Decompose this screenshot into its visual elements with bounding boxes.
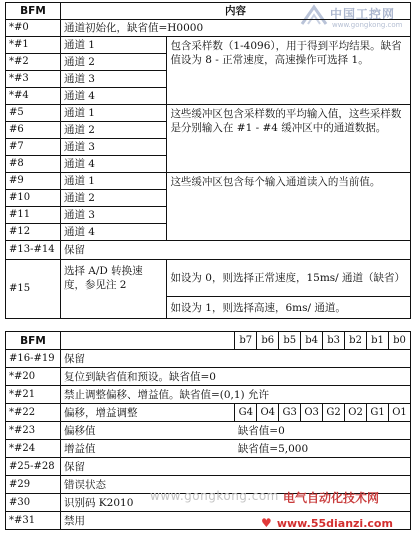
- channel-cell: 通道 4: [60, 88, 166, 105]
- bit-value: G3: [279, 404, 301, 422]
- channel-cell: 通道 3: [60, 207, 166, 224]
- bit-value: G1: [367, 404, 389, 422]
- channel-cell: 通道 2: [60, 190, 166, 207]
- bfm-cell: *#23: [6, 422, 61, 440]
- channel-cell: 通道 1: [60, 105, 166, 122]
- speed-option-high: 如设为 1，则选择高速，6ms/ 通道。: [167, 297, 411, 319]
- watermark-mid-url: www.gongkong.com: [150, 489, 279, 503]
- channel-cell: 通道 1: [60, 173, 166, 190]
- bit-header: b2: [345, 332, 367, 350]
- bit-header: b0: [388, 332, 410, 350]
- bfm-cell: #29: [6, 476, 61, 494]
- content-cell: 通道初始化，缺省值=H0000: [60, 20, 410, 37]
- watermark-brand: 电气自动化技术网: [283, 491, 380, 505]
- content-cell: 保留: [60, 458, 410, 476]
- channel-cell: 通道 3: [60, 71, 166, 88]
- bfm-cell: #9: [6, 173, 61, 190]
- bfm-cell: *#24: [6, 440, 61, 458]
- bfm-cell: #25-#28: [6, 458, 61, 476]
- bfm-cell: #12: [6, 224, 61, 241]
- bfm-cell: #8: [6, 156, 61, 173]
- bfm-cell: *#31: [6, 512, 61, 530]
- channel-cell: 通道 3: [60, 139, 166, 156]
- content-cell: 保留: [60, 350, 410, 368]
- bfm-cell: *#21: [6, 386, 61, 404]
- header-bfm: BFM: [6, 332, 61, 350]
- group-description: 这些缓冲区包含采样数的平均输入值，这些采样数是分别输入在 #1 - #4 缓冲区中的通道数据。: [167, 105, 411, 173]
- bit-value: O2: [345, 404, 367, 422]
- bit-header: b3: [323, 332, 345, 350]
- group-description: 这些缓冲区包含每个输入通道读入的当前值。: [167, 173, 411, 241]
- bit-value: O1: [388, 404, 410, 422]
- bit-value: O3: [301, 404, 323, 422]
- channel-cell: 通道 2: [60, 54, 166, 71]
- content-cell: 禁用: [60, 512, 410, 530]
- bfm-cell: *#20: [6, 368, 61, 386]
- bfm-table-1: [5, 2, 411, 319]
- bfm-cell: #11: [6, 207, 61, 224]
- default-value: 缺省值=5,000: [235, 440, 411, 458]
- bit-header: b7: [235, 332, 257, 350]
- logo-url: www.gongkong.com: [332, 21, 403, 29]
- bit-header: b5: [279, 332, 301, 350]
- content-cell: 保留: [60, 241, 410, 260]
- bfm-cell: *#22: [6, 404, 61, 422]
- bfm-cell: *#3: [6, 71, 61, 88]
- logo-text: 中国工控网: [330, 7, 396, 21]
- bit-value: O4: [257, 404, 279, 422]
- header-content: 内容: [60, 3, 410, 20]
- bfm-cell: #6: [6, 122, 61, 139]
- channel-cell: 通道 2: [60, 122, 166, 139]
- content-cell: 错误状态: [60, 476, 410, 494]
- bfm-cell: *#4: [6, 88, 61, 105]
- bfm-cell: #5: [6, 105, 61, 122]
- content-cell: 增益值: [60, 440, 234, 458]
- content-cell: 偏移，增益调整: [60, 404, 234, 422]
- content-cell: 禁止调整偏移、增益值。缺省值=(0,1) 允许: [60, 386, 410, 404]
- bfm-cell: #10: [6, 190, 61, 207]
- bfm-cell: #7: [6, 139, 61, 156]
- content-cell: 复位到缺省值和预设。缺省值=0: [60, 368, 410, 386]
- bfm-cell: *#1: [6, 37, 61, 54]
- bit-header: b6: [257, 332, 279, 350]
- heart-icon: ♥: [261, 516, 272, 530]
- channel-cell: 通道 4: [60, 156, 166, 173]
- bfm-cell: #30: [6, 494, 61, 512]
- bfm-cell: #13-#14: [6, 241, 61, 260]
- channel-cell: 通道 1: [60, 37, 166, 54]
- content-cell: 识别码 K2010: [60, 494, 410, 512]
- watermark-site-url: [261, 512, 393, 528]
- channel-cell: 通道 4: [60, 224, 166, 241]
- site-url-text: www.55dianzi.com: [276, 517, 393, 530]
- header-bfm: BFM: [6, 3, 61, 20]
- bit-header: b4: [301, 332, 323, 350]
- bit-value: G2: [323, 404, 345, 422]
- bit-header: b1: [367, 332, 389, 350]
- speed-select-label: 选择 A/D 转换速度，参见注 2: [60, 260, 166, 319]
- speed-option-normal: 如设为 0，则选择正常速度，15ms/ 通道（缺省）: [167, 260, 411, 297]
- bfm-cell: #16-#19: [6, 350, 61, 368]
- bfm-cell: *#2: [6, 54, 61, 71]
- bit-value: G4: [235, 404, 257, 422]
- default-value: 缺省值=0: [235, 422, 411, 440]
- content-cell: 偏移值: [60, 422, 234, 440]
- group-description: 包含采样数（1-4096），用于得到平均结果。缺省值设为 8 - 正常速度，高速操作可选择 1。: [167, 37, 411, 105]
- bfm-cell: #15: [6, 260, 61, 319]
- bfm-cell: *#0: [6, 20, 61, 37]
- header-blank: [60, 332, 234, 350]
